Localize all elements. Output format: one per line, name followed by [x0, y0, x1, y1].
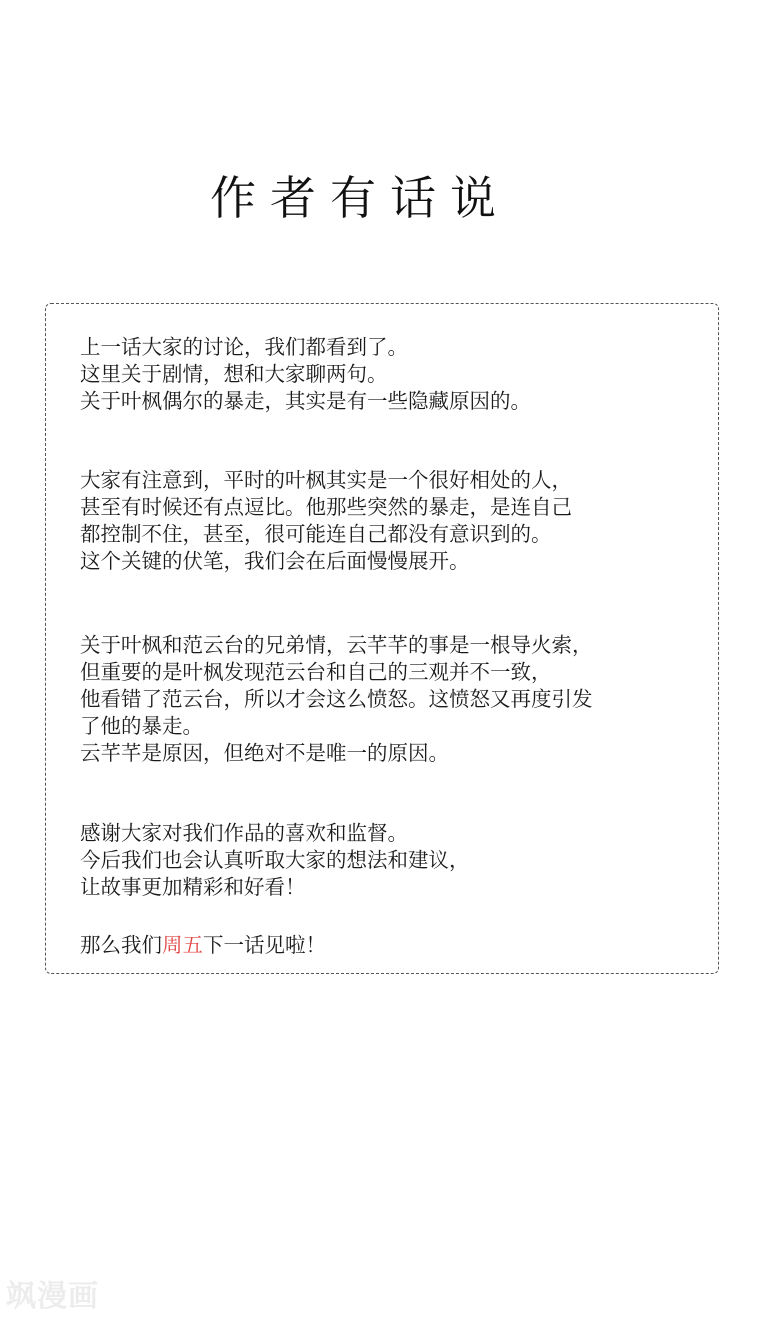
text-line: 甚至有时候还有点逗比。他那些突然的暴走，是连自己: [80, 495, 572, 519]
watermark-logo: 飒漫画: [6, 1279, 99, 1314]
text-line: 感谢大家对我们作品的喜欢和监督。: [80, 821, 408, 845]
closing-after: 下一话见啦！: [203, 933, 326, 957]
text-line: 今后我们也会认真听取大家的想法和建议，: [80, 848, 470, 872]
text-line: 关于叶枫偶尔的暴走，其实是有一些隐藏原因的。: [80, 389, 531, 413]
text-line: 都控制不住，甚至，很可能连自己都没有意识到的。: [80, 522, 552, 546]
paragraph-2: [80, 467, 720, 575]
paragraph-4: [80, 820, 720, 901]
highlight-day: 周五: [162, 933, 203, 957]
paragraph-3: [80, 632, 720, 767]
text-line: 让故事更加精彩和好看！: [80, 875, 306, 899]
text-line: 大家有注意到，平时的叶枫其实是一个很好相处的人，: [80, 468, 572, 492]
text-line: 他看错了范云台，所以才会这么愤怒。这愤怒又再度引发: [80, 687, 593, 711]
closing-text: [80, 932, 720, 959]
closing-line: [80, 932, 720, 959]
paragraph-1: [80, 334, 720, 415]
text-line: 关于叶枫和范云台的兄弟情，云芊芊的事是一根导火索，: [80, 633, 593, 657]
closing-before: 那么我们: [80, 933, 162, 957]
text-line: 但重要的是叶枫发现范云台和自己的三观并不一致，: [80, 660, 552, 684]
text-line: 这里关于剧情，想和大家聊两句。: [80, 362, 388, 386]
text-line: 这个关键的伏笔，我们会在后面慢慢展开。: [80, 549, 470, 573]
text-line: 上一话大家的讨论，我们都看到了。: [80, 335, 408, 359]
text-line: 云芊芊是原因，但绝对不是唯一的原因。: [80, 741, 449, 765]
text-line: 了他的暴走。: [80, 714, 203, 738]
page-title: 作者有话说: [210, 171, 510, 225]
